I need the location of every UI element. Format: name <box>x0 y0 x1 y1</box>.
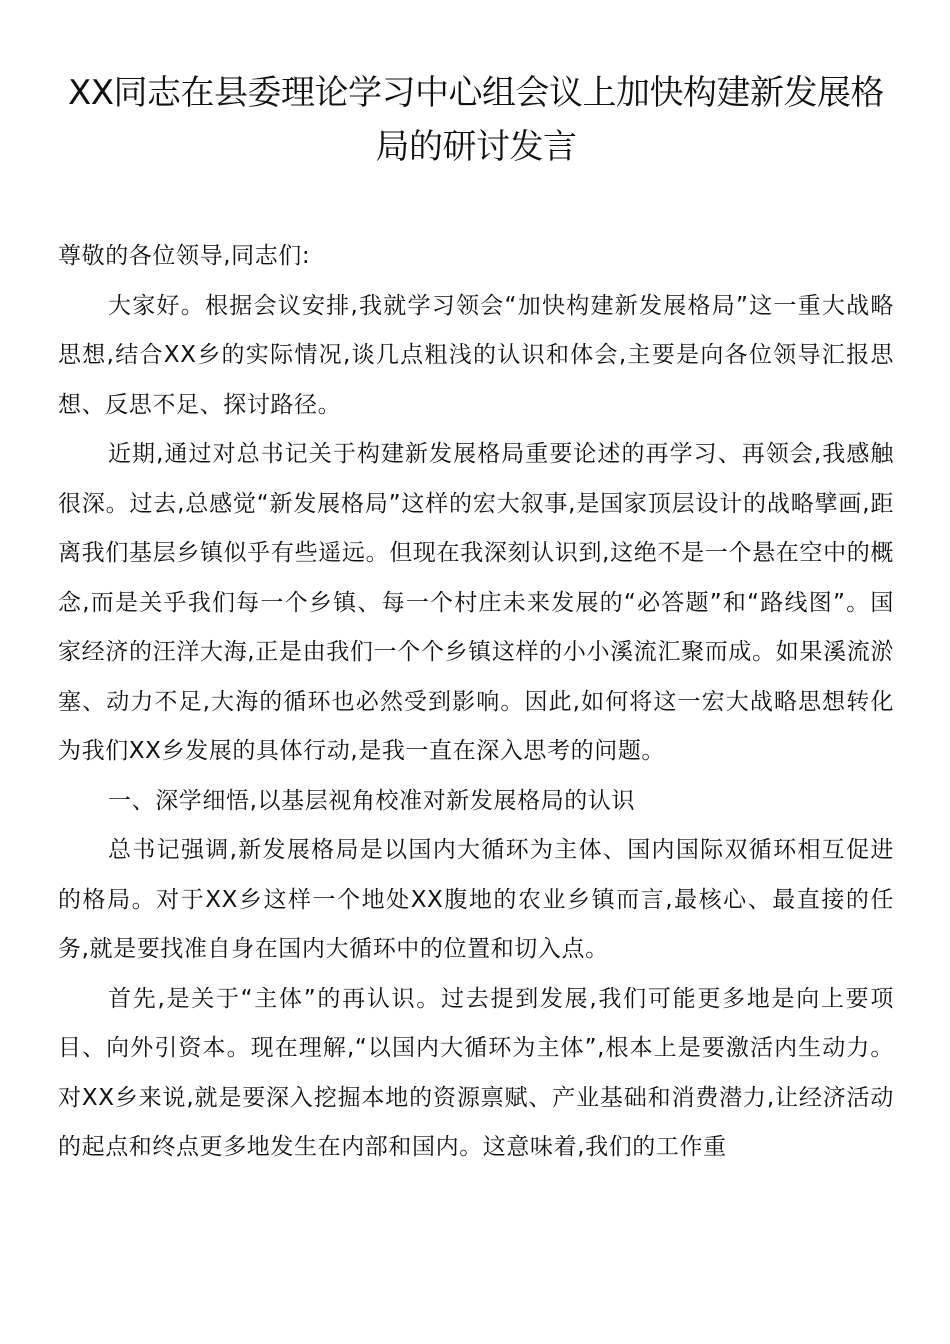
paragraph-reflection: 近期,通过对总书记关于构建新发展格局重要论述的再学习、再领会,我感触很深。过去,总感觉“新发展格局”这样的宏大叙事,是国家顶层设计的战略擘画,距离我们基层乡镇似乎有些遥远。但现在我深刻认识到,这绝不是一个悬在空中的概念,而是关乎我们每一个乡镇、每一个村庄未来发展的“必答题”和“路线图”。国家经济的汪洋大海,正是由我们一个个乡镇这样的小小溪流汇聚而成。如果溪流淤塞、动力不足,大海的循环也必然受到影响。因此,如何将这一宏大战略思想转化为我们XX乡发展的具体行动,是我一直在深入思考的问题。 <box>58 441 894 764</box>
document-body <box>58 232 894 1173</box>
paragraph-subject: 首先,是关于“主体”的再认识。过去提到发展,我们可能更多地是向上要项目、向外引资本。现在理解,“以国内大循环为主体”,根本上是要激活内生动力。对XX乡来说,就是要深入挖掘本地的资源禀赋、产业基础和消费潜力,让经济活动的起点和终点更多地发生在内部和国内。这意味着,我们的工作重 <box>58 985 894 1160</box>
section-heading-1: 一、深学细悟,以基层视角校准对新发展格局的认识 <box>108 787 636 814</box>
paragraph-greeting: 大家好。根据会议安排,我就学习领会“加快构建新发展格局”这一重大战略思想,结合XX乡的实际情况,谈几点粗浅的认识和体会,主要是向各位领导汇报思想、反思不足、探讨路径。 <box>58 292 894 418</box>
paragraph-new-pattern: 总书记强调,新发展格局是以国内大循环为主体、国内国际双循环相互促进的格局。对于XX乡这样一个地处XX腹地的农业乡镇而言,最核心、最直接的任务,就是要找准自身在国内大循环中的位置和切入点。 <box>58 837 894 962</box>
document-page <box>58 66 894 1173</box>
salutation: 尊敬的各位领导,同志们: <box>58 243 311 269</box>
document-title: XX同志在县委理论学习中心组会议上加快构建新发展格局的研讨发言 <box>67 73 885 167</box>
